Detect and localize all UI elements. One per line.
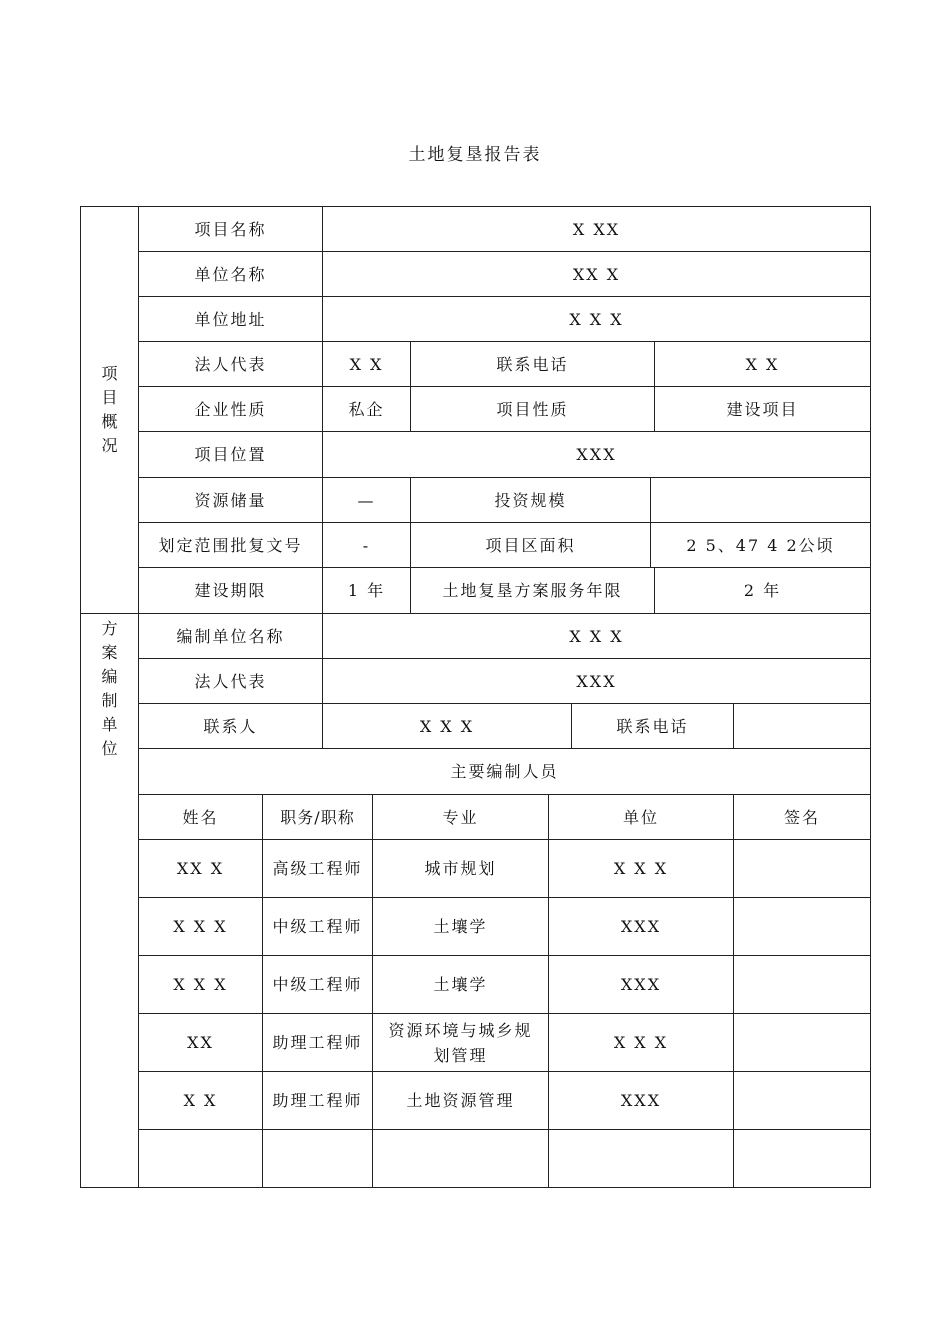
staff-unit: XXX: [620, 975, 662, 994]
staff-major: 资源环境与城乡规划管理: [388, 1020, 533, 1065]
table-border-bottom: [80, 1187, 871, 1188]
staff-unit: X X X: [613, 859, 669, 878]
contact-person-value: X X X: [419, 716, 475, 736]
staff-major: 土壤学: [433, 975, 488, 994]
staff-unit: XXX: [620, 1091, 662, 1110]
staff-name: XX X: [176, 859, 225, 878]
resource-reserve-value: —: [357, 490, 376, 510]
unit-name-label: 单位名称: [194, 264, 267, 284]
approval-number-label: 划定范围批复文号: [158, 535, 303, 555]
staff-signature: [734, 1014, 870, 1071]
table-border-right: [870, 206, 871, 1188]
investment-scale-label: 投资规模: [494, 490, 567, 510]
staff-title: 助理工程师: [272, 1091, 363, 1110]
compiler-contact-phone-value: [734, 704, 870, 748]
compiler-unit-name-label: 编制单位名称: [176, 626, 285, 646]
investment-scale-value: [651, 478, 870, 522]
staff-unit: XXX: [620, 917, 662, 936]
project-location-value: XXX: [576, 445, 617, 464]
approval-number-value: -: [362, 535, 371, 555]
contact-phone-value: X X: [745, 354, 780, 374]
staff-major: 城市规划: [424, 859, 497, 878]
overview-section-label: 项 目 概 况: [101, 364, 118, 455]
staff-column-header: 姓名: [182, 807, 219, 827]
unit-address-label: 单位地址: [194, 309, 267, 329]
staff-signature: [734, 956, 870, 1013]
staff-major: 土地资源管理: [406, 1091, 515, 1110]
staff-title: 中级工程师: [272, 975, 363, 994]
staff-signature: [734, 898, 870, 955]
compiler-contact-phone-label: 联系电话: [616, 716, 689, 736]
enterprise-nature-label: 企业性质: [194, 399, 267, 419]
project-area-label: 项目区面积: [485, 535, 576, 555]
staff-column-header: 职务/职称: [280, 807, 355, 827]
enterprise-nature-value: 私企: [348, 399, 385, 419]
project-name-label: 项目名称: [194, 219, 267, 239]
legal-rep-value: X X: [349, 354, 384, 374]
service-years-value: 2 年: [743, 581, 782, 600]
staff-unit: X X X: [613, 1033, 669, 1052]
construction-period-value: 1 年: [347, 581, 386, 600]
compiler-legal-rep-label: 法人代表: [194, 671, 267, 691]
staff-name: X X: [183, 1091, 218, 1110]
project-area-value: 2 5、47 4 2公顷: [686, 535, 835, 555]
staff-title: 助理工程师: [272, 1033, 363, 1052]
construction-period-label: 建设期限: [194, 581, 267, 600]
compiler-unit-name-value: X X X: [569, 626, 624, 646]
staff-column-header: 签名: [783, 807, 820, 827]
compiler-section-label: 方 案 编 制 单 位: [101, 619, 118, 758]
contact-phone-label: 联系电话: [496, 354, 569, 374]
staff-title: 高级工程师: [272, 859, 363, 878]
staff-unit: [549, 1130, 733, 1187]
staff-heading: 主要编制人员: [450, 762, 559, 781]
service-years-label: 土地复垦方案服务年限: [442, 581, 623, 600]
project-nature-value: 建设项目: [726, 399, 799, 419]
staff-column-header: 单位: [622, 807, 659, 827]
compiler-legal-rep-value: XXX: [576, 671, 617, 691]
staff-signature: [734, 1130, 870, 1187]
staff-major: 土壤学: [433, 917, 488, 936]
project-name-value: X XX: [572, 219, 621, 239]
staff-title: [263, 1130, 372, 1187]
staff-signature: [734, 840, 870, 897]
unit-address-value: X X X: [569, 309, 624, 329]
staff-name: XX: [187, 1033, 214, 1052]
staff-name: X X X: [173, 975, 228, 994]
contact-person-label: 联系人: [203, 716, 258, 736]
project-nature-label: 项目性质: [496, 399, 569, 419]
staff-signature: [734, 1072, 870, 1129]
staff-major: [373, 1130, 548, 1187]
staff-title: 中级工程师: [272, 917, 363, 936]
document-title: 土地复垦报告表: [408, 145, 542, 165]
staff-column-header: 专业: [442, 807, 479, 827]
project-location-label: 项目位置: [194, 445, 267, 464]
staff-name: X X X: [173, 917, 228, 936]
unit-name-value: XX X: [572, 264, 621, 284]
resource-reserve-label: 资源储量: [194, 490, 267, 510]
legal-rep-label: 法人代表: [194, 354, 267, 374]
staff-name: [139, 1130, 262, 1187]
